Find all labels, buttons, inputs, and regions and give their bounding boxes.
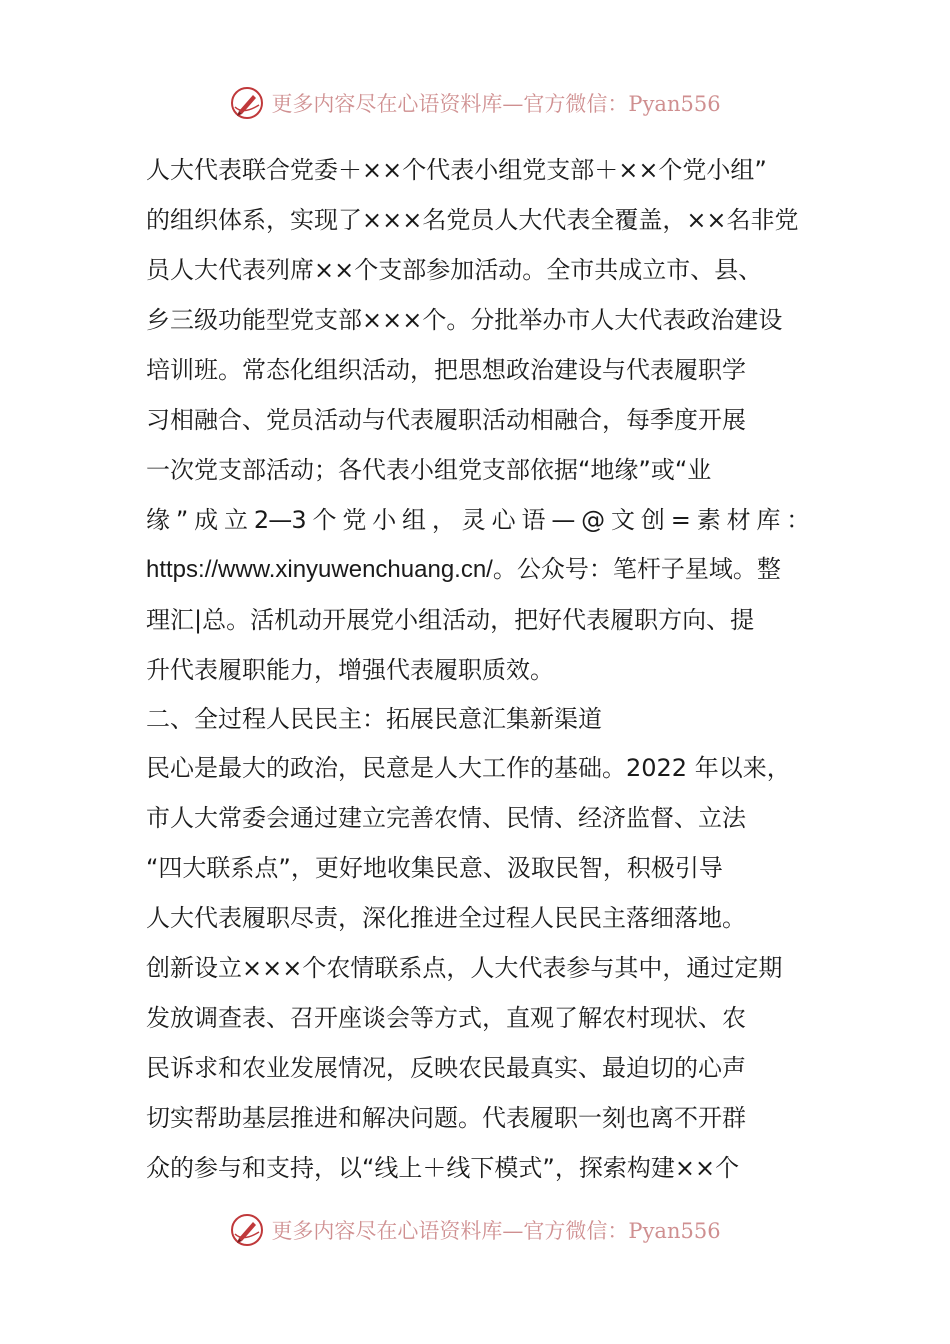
header-watermark-banner <box>0 83 950 123</box>
text-line: 发放调查表、召开座谈会等方式，直观了解农村现状、农 <box>146 1004 746 1032</box>
text-line: 一次党支部活动；各代表小组党支部依据“地缘”或“业 <box>146 456 712 484</box>
footer-watermark-banner <box>0 1210 950 1250</box>
text-line: 民诉求和农业发展情况，反映农民最真实、最迫切的心声 <box>146 1054 746 1082</box>
section-heading: 二、全过程人民民主：拓展民意汇集新渠道 <box>146 705 602 733</box>
text-line: 创新设立×××个农情联系点，人大代表参与其中，通过定期 <box>146 954 783 982</box>
text-line: 理汇|总。活机动开展党小组活动，把好代表履职方向、提 <box>146 606 755 634</box>
text-line: 人大代表联合党委＋××个代表小组党支部＋××个党小组” <box>146 156 767 184</box>
text-line: 民心是最大的政治，民意是人大工作的基础。2022 年以来， <box>146 754 791 782</box>
footer-watermark-text: 更多内容尽在心语资料库—官方微信：Pyan556 <box>271 1219 721 1243</box>
header-watermark-text: 更多内容尽在心语资料库—官方微信：Pyan556 <box>271 92 721 116</box>
text-line: 员人大代表列席××个支部参加活动。全市共成立市、县、 <box>146 256 763 284</box>
text-line: 切实帮助基层推进和解决问题。代表履职一刻也离不开群 <box>146 1104 746 1132</box>
pen-logo-icon <box>229 1212 265 1248</box>
pen-logo-icon <box>229 85 265 121</box>
text-line: 的组织体系，实现了×××名党员人大代表全覆盖，××名非党 <box>146 206 799 234</box>
document-body <box>146 145 810 1193</box>
text-line: 培训班。常态化组织活动，把思想政治建设与代表履职学 <box>146 356 746 384</box>
text-line: 升代表履职能力，增强代表履职质效。 <box>146 656 554 684</box>
text-line: 习相融合、党员活动与代表履职活动相融合，每季度开展 <box>146 406 746 434</box>
text-line: 市人大常委会通过建立完善农情、民情、经济监督、立法 <box>146 804 746 832</box>
text-line: 人大代表履职尽责，深化推进全过程人民民主落细落地。 <box>146 904 746 932</box>
text-line: 缘 ” 成 立 2—3 个 党 小 组 ， 灵 心 语 — @ 文 创 = 素 材 库 ： <box>146 506 810 534</box>
text-line: 众的参与和支持，以“线上＋线下模式”，探索构建××个 <box>146 1154 740 1182</box>
text-line: “四大联系点”，更好地收集民意、汲取民智，积极引导 <box>146 854 723 882</box>
text-line-url: https://www.xinyuwenchuang.cn/。公众号：笔杆子星域。整 <box>146 556 781 583</box>
text-line: 乡三级功能型党支部×××个。分批举办市人大代表政治建设 <box>146 306 783 334</box>
